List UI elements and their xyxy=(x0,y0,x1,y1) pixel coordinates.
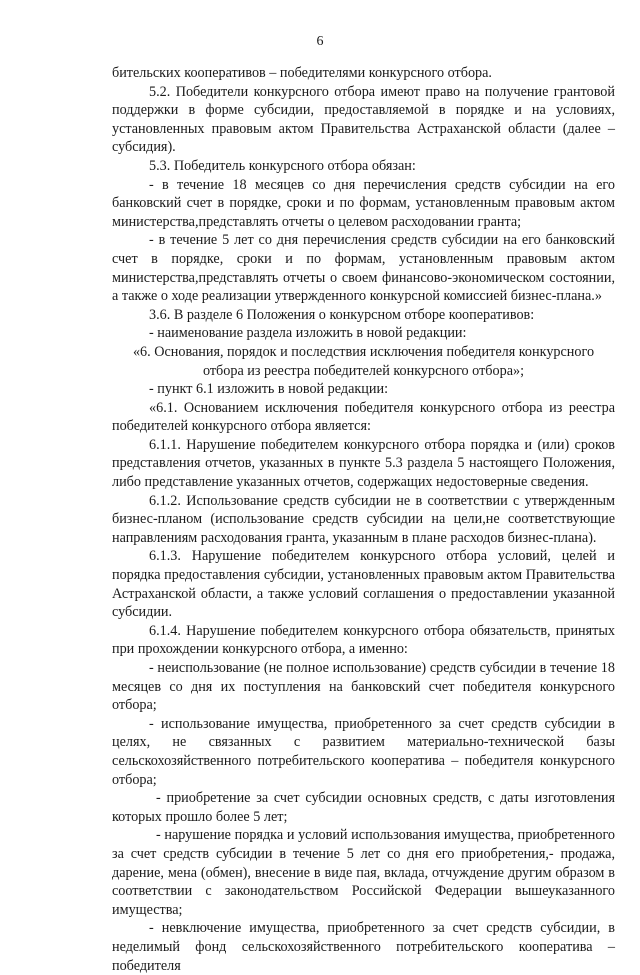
section-heading: «6. Основания, порядок и последствия исключения победителя конкурсного отбора из реестра победителей конкурсного отбора»; xyxy=(132,343,595,379)
paragraph: - неиспользование (не полное использование) средств субсидии в течение 18 месяцев со дня их поступления на банковский счет победителя конкурсного отбора; xyxy=(112,660,615,714)
paragraph: 3.6. В разделе 6 Положения о конкурсном отборе кооперативов: xyxy=(149,306,535,323)
paragraph: «6.1. Основанием исключения победителя конкурсного отбора из реестра победителей конкурсного отбора является: xyxy=(112,399,615,435)
paragraph: 6.1.4. Нарушение победителем конкурсного отбора обязательств, принятых при прохождении конкурсного отбора, а именно: xyxy=(112,622,615,658)
paragraph: - в течение 5 лет со дня перечисления средств субсидии на его банковский счет в порядке, сроки и по формам, установленным правовым актом министерства,представлять отчеты о своем финансово-экономическом состоянии, а также о ходе реализации утвержденного конкурсной комиссией бизнес-плана.» xyxy=(112,232,615,305)
paragraph: - нарушение порядка и условий использования имущества, приобретенного за счет средств субсидии в течение 5 лет со дня его приобретения,- продажа, дарение, мена (обмен), внесение в виде пая, вклада, отчуждение другим образом в соответствии с законодательством Российской Федерации вышеуказанного имущества; xyxy=(112,827,615,918)
paragraph: - невключение имущества, приобретенного за счет средств субсидии, в неделимый фонд сельскохозяйственного потребительского кооператива – победителя xyxy=(112,920,615,974)
paragraph: 5.2. Победители конкурсного отбора имеют право на получение грантовой поддержки в форме субсидии, предоставляемой в порядке и на условиях, установленных правовым актом Правительства Астраханской области (далее – субсидия). xyxy=(112,83,615,156)
paragraph: - наименование раздела изложить в новой редакции: xyxy=(149,325,467,342)
page-number: 6 xyxy=(316,34,324,49)
document-body xyxy=(112,64,615,975)
paragraph: - в течение 18 месяцев со дня перечисления средств субсидии на его банковский счет в порядке, сроки и по формам, установленным правовым актом министерства,представлять отчеты о целевом расходовании гранта; xyxy=(112,176,615,230)
paragraph: 6.1.2. Использование средств субсидии не в соответствии с утвержденным бизнес-планом (использование средств субсидии на цели,не соответствующие направлениям расходования гранта, указанным в плане расходов бизнес-плана). xyxy=(112,492,615,546)
paragraph: 5.3. Победитель конкурсного отбора обязан: xyxy=(149,157,416,174)
paragraph: 6.1.1. Нарушение победителем конкурсного отбора порядка и (или) сроков представления отчетов, указанных в пункте 5.3 раздела 5 настоящего Положения, либо представление указанных отчетов, содержащих недостоверные сведения. xyxy=(112,436,615,491)
paragraph: - использование имущества, приобретенного за счет средств субсидии в целях, не связанных с развитием материально-технической базы сельскохозяйственного потребительского кооператива – победителя конкурсного отбора; xyxy=(112,715,615,788)
paragraph: - приобретение за счет субсидии основных средств, с даты изготовления которых прошло более 5 лет; xyxy=(112,790,615,825)
paragraph: - пункт 6.1 изложить в новой редакции: xyxy=(149,381,389,398)
paragraph: бительских кооперативов – победителями конкурсного отбора. xyxy=(112,65,492,81)
paragraph: 6.1.3. Нарушение победителем конкурсного отбора условий, целей и порядка предоставления субсидии, установленных правовым актом Правительства Астраханской области, а также условий соглашения о предоставлении указанной субсидии. xyxy=(112,548,615,621)
